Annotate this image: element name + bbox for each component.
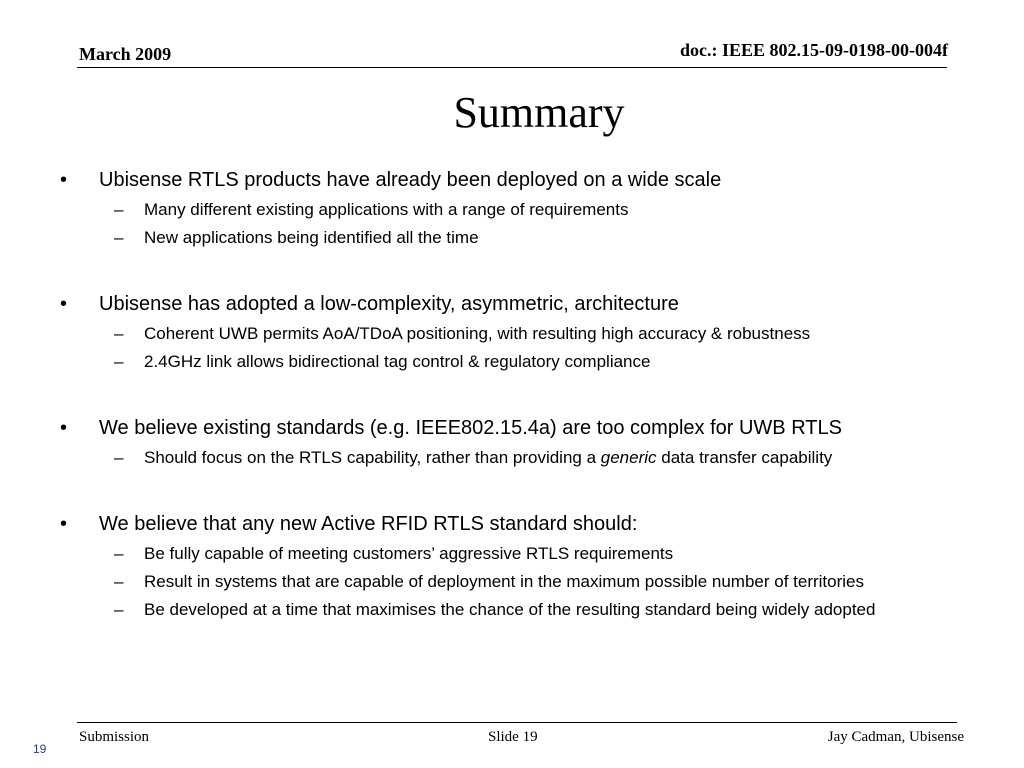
sub-bullet-text: 2.4GHz link allows bidirectional tag control & regulatory compliance	[144, 352, 651, 371]
dash-marker: –	[114, 448, 124, 467]
bullet-text: We believe existing standards (e.g. IEEE802.15.4a) are too complex for UWB RTLS	[99, 417, 842, 439]
emphasis-generic: generic	[600, 448, 657, 467]
dash-marker: –	[114, 352, 124, 371]
sub-bullet-text: Many different existing applications with a range of requirements	[144, 200, 629, 219]
footer-author: Jay Cadman, Ubisense	[827, 729, 964, 745]
sub-bullet-item	[60, 542, 960, 565]
bullet-marker: •	[60, 169, 68, 191]
dash-marker: –	[114, 324, 124, 343]
footer-divider	[77, 722, 957, 723]
bullet-text: Ubisense has adopted a low-complexity, asymmetric, architecture	[99, 293, 679, 315]
sub-bullet-item	[60, 350, 960, 373]
sub-bullet-text: Be developed at a time that maximises the chance of the resulting standard being widely adopted	[144, 600, 876, 619]
sub-bullet-item	[60, 570, 960, 593]
bullet-text: Ubisense RTLS products have already been deployed on a wide scale	[99, 169, 722, 191]
sub-bullet-text: New applications being identified all the time	[144, 228, 479, 247]
header-doc-id: doc.: IEEE 802.15-09-0198-00-004f	[680, 40, 948, 60]
footer-submission: Submission	[79, 729, 150, 745]
slide-content	[60, 168, 960, 621]
bullet-marker: •	[60, 293, 68, 315]
sub-bullet-text: Result in systems that are capable of deployment in the maximum possible number of territories	[144, 572, 864, 591]
sub-bullet-text: Be fully capable of meeting customers’ aggressive RTLS requirements	[144, 544, 674, 563]
bullet-item	[60, 292, 960, 316]
sub-bullet-text-before: Should focus on the RTLS capability, rather than providing a	[144, 448, 601, 467]
sub-bullet-item	[60, 198, 960, 221]
footer-slide-number: Slide 19	[488, 729, 538, 745]
dash-marker: –	[114, 228, 124, 247]
header-divider	[77, 67, 947, 68]
dash-marker: –	[114, 572, 124, 591]
sub-bullet-item	[60, 446, 960, 469]
dash-marker: –	[114, 600, 124, 619]
sub-bullet-text-after: data transfer capability	[656, 448, 833, 467]
bullet-text: We believe that any new Active RFID RTLS standard should:	[99, 513, 638, 535]
bullet-item	[60, 416, 960, 440]
sub-bullet-text	[144, 448, 832, 467]
bullet-item	[60, 168, 960, 192]
bullet-marker: •	[60, 417, 68, 439]
dash-marker: –	[114, 200, 124, 219]
header-date: March 2009	[79, 44, 172, 64]
page-number: 19	[33, 742, 47, 756]
dash-marker: –	[114, 544, 124, 563]
sub-bullet-text: Coherent UWB permits AoA/TDoA positioning, with resulting high accuracy & robustness	[144, 324, 811, 343]
bullet-item	[60, 512, 960, 536]
bullet-marker: •	[60, 513, 68, 535]
sub-bullet-item	[60, 226, 960, 249]
sub-bullet-item	[60, 322, 960, 345]
slide-title: Summary	[453, 88, 625, 137]
sub-bullet-item	[60, 598, 960, 621]
